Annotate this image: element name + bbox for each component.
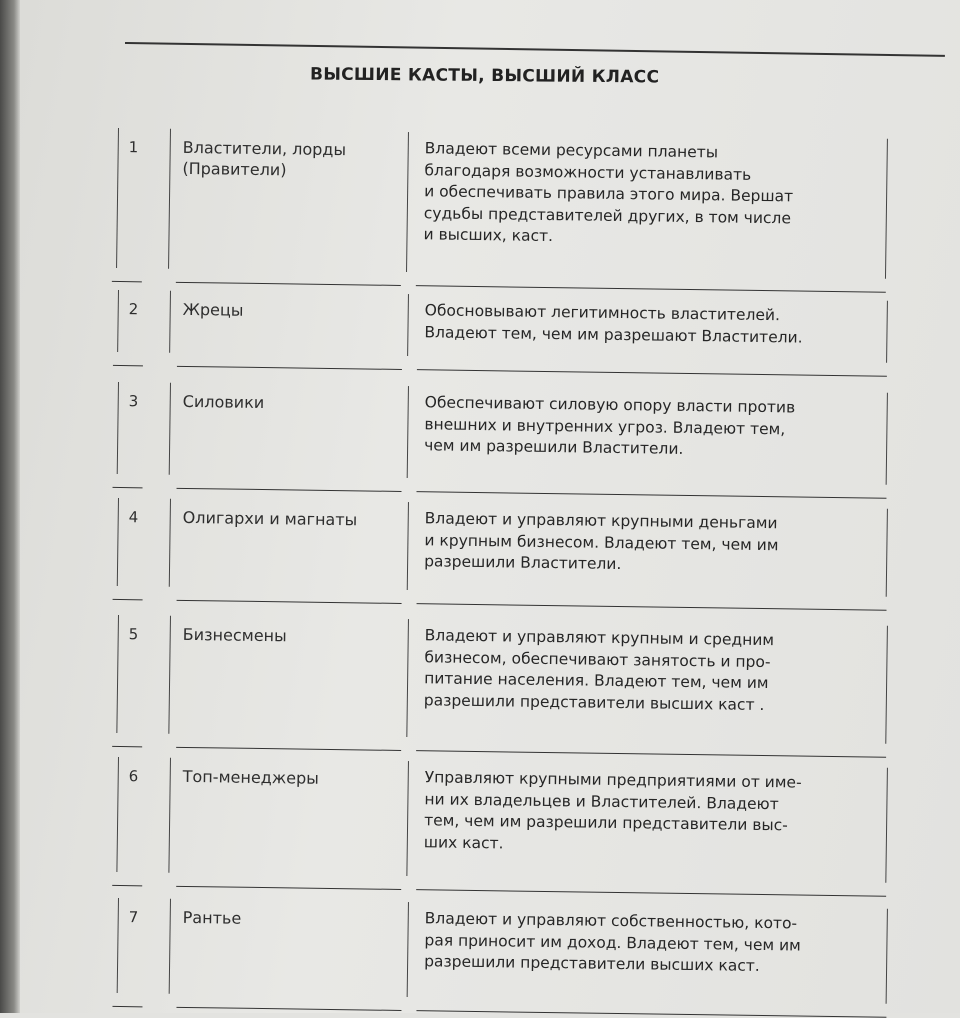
caste-description: Обосновывают легитимность властителей. Владеют тем, чем им разрешают Властители. xyxy=(407,294,888,363)
caste-description: Управляют крупными предприятиями от име- ни их владельцев и Властителей. Владеют тем, чем им разрешили представители выс- ших каст. xyxy=(406,761,888,883)
table-row xyxy=(117,898,893,1004)
row-number: 4 xyxy=(117,498,168,587)
caste-description: Владеют и управляют крупным и средним бизнесом, обеспечивают занятость и про- питание населения. Владеют тем, чем им разрешили представители высших каст . xyxy=(406,619,888,744)
table-row xyxy=(117,382,893,485)
caste-name: Олигархи и магнаты xyxy=(169,499,405,590)
row-number: 1 xyxy=(116,128,168,269)
book-spine-shadow xyxy=(0,0,20,1013)
table-title: ВЫСШИЕ КАСТЫ, ВЫСШИЙ КЛАСС xyxy=(309,64,660,88)
caste-name: Жрецы xyxy=(169,291,405,356)
table-row xyxy=(116,757,893,883)
table-row xyxy=(116,128,893,279)
row-number: 7 xyxy=(117,898,168,994)
caste-name: Рантье xyxy=(169,899,405,997)
table-row xyxy=(116,615,893,744)
caste-description: Владеют и управляют крупными деньгами и крупным бизнесом. Владеют тем, чем им разрешили Властители. xyxy=(407,502,888,597)
row-number: 5 xyxy=(116,615,168,734)
table-row xyxy=(117,290,893,363)
caste-name: Бизнесмены xyxy=(168,616,405,737)
caste-name: Властители, лорды (Правители) xyxy=(168,129,405,272)
caste-name: Силовики xyxy=(169,383,405,478)
caste-description: Владеют и управляют собственностью, кото- рая приносит им доход. Владеют тем, чем им разрешили представители высших каст. xyxy=(407,902,888,1004)
caste-name: Топ-менеджеры xyxy=(168,758,405,876)
caste-description: Владеют всеми ресурсами планеты благодаря возможности устанавливать и обеспечивать правила этого мира. Вершат судьбы представителей других, в том числе и высших, каст. xyxy=(406,132,888,279)
row-number: 3 xyxy=(117,382,168,475)
caste-description: Обеспечивают силовую опору власти против внешних и внутренних угроз. Владеют тем, чем им разрешили Властители. xyxy=(407,386,888,485)
row-number: 6 xyxy=(116,757,168,873)
row-number: 2 xyxy=(117,290,168,353)
table-row xyxy=(117,498,893,597)
